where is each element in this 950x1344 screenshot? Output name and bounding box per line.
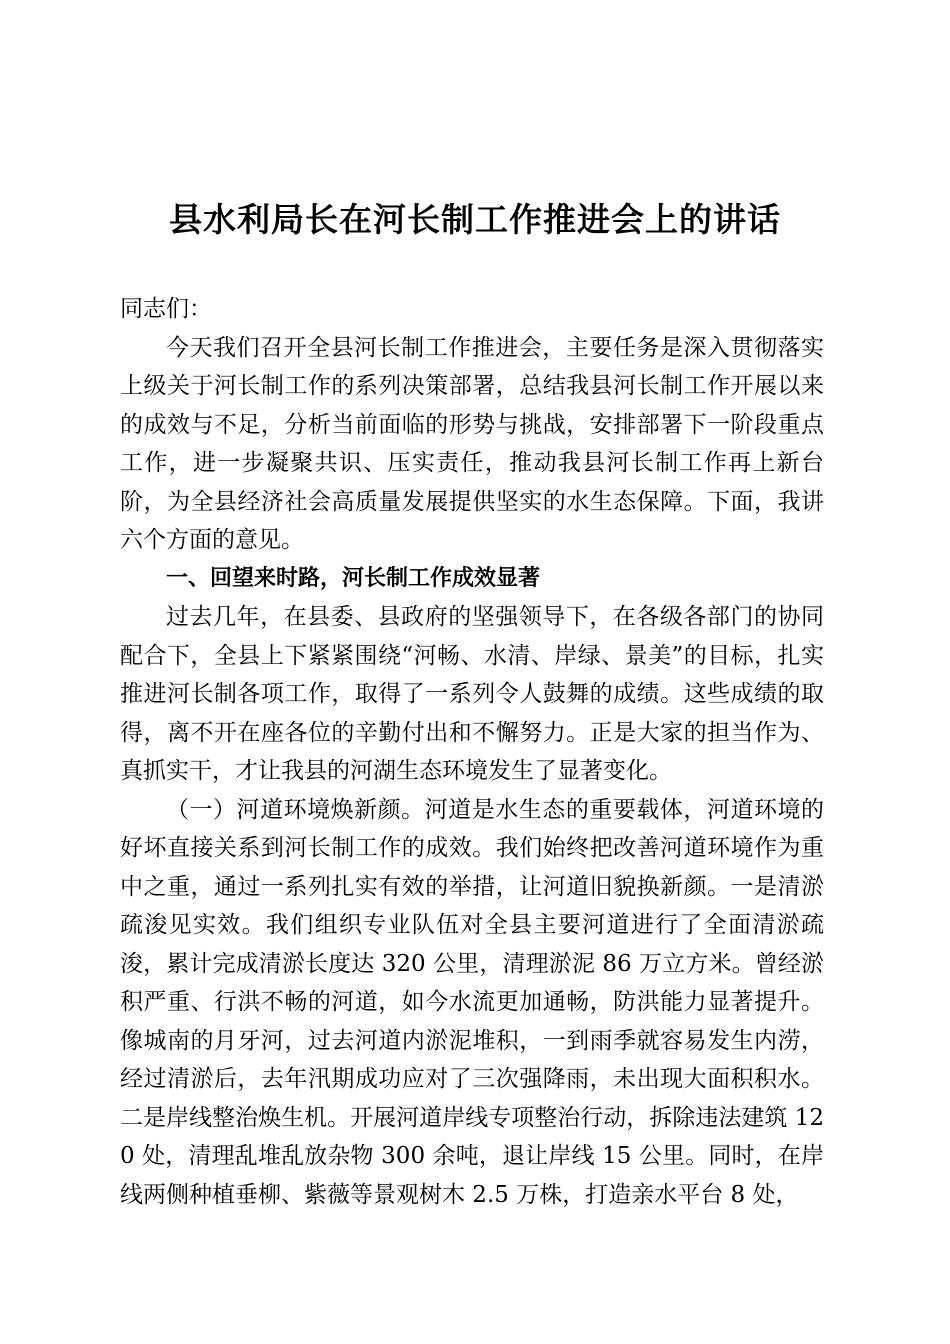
- intro-paragraph: 今天我们召开全县河长制工作推进会，主要任务是深入贯彻落实上级关于河长制工作的系列决策部署，总结我县河长制工作开展以来的成效与不足，分析当前面临的形势与挑战，安排部署下一阶段重点工作，进一步凝聚共识、压实责任，推动我县河长制工作再上新台阶，为全县经济社会高质量发展提供坚实的水生态保障。下面，我讲六个方面的意见。: [120, 334, 824, 553]
- section-heading: 一、回望来时路，河长制工作成效显著: [166, 565, 541, 591]
- document-body: [120, 290, 824, 1214]
- section-paragraph: 过去几年，在县委、县政府的坚强领导下，在各级各部门的协同配合下，全县上下紧紧围绕“河畅、水清、岸绿、景美”的目标，扎实推进河长制各项工作，取得了一系列令人鼓舞的成绩。这些成绩的取得，离不开在座各位的辛勤付出和不懈努力。正是大家的担当作为、真抓实干，才让我县的河湖生态环境发生了显著变化。: [120, 604, 824, 784]
- subsection-paragraph: [120, 791, 824, 1215]
- subsection-text: 河道是水生态的重要载体，河道环境的好坏直接关系到河长制工作的成效。我们始终把改善河道环境作为重中之重，通过一系列扎实有效的举措，让河道旧貌换新颜。一是清淤疏浚见实效。我们组织专业队伍对全县主要河道进行了全面清淤疏浚，累计完成清淤长度达 320 公里，清理淤泥 86 万立方米。曾经淤积严重、行洪不畅的河道，如今水流更加通畅，防洪能力显著提升。像城南的月牙河，过去河道内淤泥堆积，一到雨季就容易发生内涝，经过清淤后，去年汛期成功应对了三次强降雨，未出现大面积积水。二是岸线整治焕生机。开展河道岸线专项整治行动，拆除违法建筑 120 处，清理乱堆乱放杂物 300 余吨，退让岸线 15 公里。同时，在岸线两侧种植垂柳、紫薇等景观树木 2.5 万株，打造亲水平台 8 处，: [120, 796, 825, 1208]
- salutation: 同志们：: [120, 296, 212, 322]
- subsection-heading: （一）河道环境焕新颜。: [166, 796, 425, 823]
- document-title: 县水利局长在河长制工作推进会上的讲话: [169, 200, 781, 239]
